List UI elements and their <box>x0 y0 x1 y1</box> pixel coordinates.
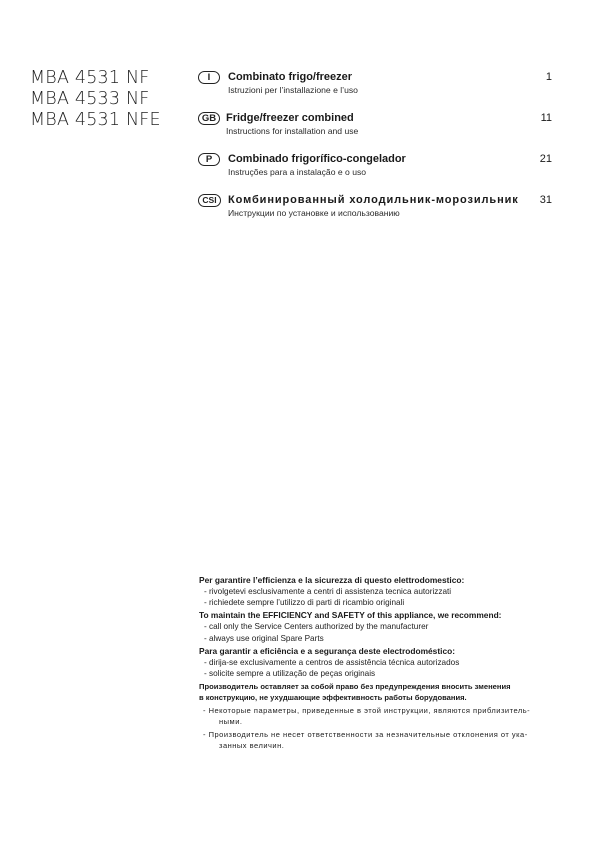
toc-entry-title: Combinado frigorífico-congelador <box>228 153 406 165</box>
notice-item: - always use original Spare Parts <box>204 633 324 643</box>
language-badge: P <box>198 153 220 166</box>
toc-page-number: 31 <box>539 194 552 206</box>
notice-item: - richiedete sempre l’utilizzo di parti di ricambio originali <box>204 598 405 608</box>
notice-heading-portuguese: Para garantir a eficiência e a segurança deste electrodoméstico: <box>199 645 456 656</box>
notice-item: - dirija-se exclusivamente a centros de assistência técnica autorizados <box>204 657 460 667</box>
notice-item <box>199 705 562 727</box>
toc-entry-title: Combinato frigo/freezer <box>228 71 353 83</box>
toc-entry-title: Комбинированный холодильник-морозильник <box>228 194 519 206</box>
notice-heading-russian <box>199 681 562 703</box>
toc-entry-subtitle: Инструкции по установке и использованию <box>228 208 400 218</box>
notice-heading-line: Производитель оставляет за собой право без предупреждения вносить зменения <box>199 682 511 692</box>
notice-heading-line: в конструкцию, не ухудшающие эффективность работы борудования. <box>199 693 467 703</box>
notice-item-line: занных величин. <box>219 741 285 751</box>
language-badge: I <box>198 71 220 84</box>
toc-entry-subtitle: Istruzioni per l’installazione e l’uso <box>228 85 358 95</box>
notice-heading-italian: Per garantire l’efficienza e la sicurezza di questo elettrodomestico: <box>199 575 465 585</box>
notice-item-line: - Производитель не несет ответственности за незначительные отклонения от ука- <box>203 730 528 740</box>
notice-item-line: - Некоторые параметры, приведенные в этой инструкции, являются приблизитель- <box>203 706 531 716</box>
toc-page-number: 1 <box>545 71 552 83</box>
notice-item-line: ными. <box>219 717 243 727</box>
service-notice <box>199 575 562 751</box>
model-name: MBA 4531 NFE <box>30 110 161 130</box>
toc-entry-portuguese[interactable] <box>198 152 558 193</box>
model-list <box>30 68 180 131</box>
toc-page-number: 11 <box>540 112 552 124</box>
notice-item: - solicite sempre a utilização de peças originais <box>204 669 376 679</box>
notice-item: - call only the Service Centers authorized by the manufacturer <box>204 622 429 632</box>
toc-entry-english[interactable] <box>198 111 558 152</box>
toc-entry-russian[interactable] <box>198 193 558 234</box>
language-badge: GB <box>198 112 220 125</box>
model-name: MBA 4531 NF <box>30 68 150 88</box>
notice-item: - rivolgetevi esclusivamente a centri di assistenza tecnica autorizzati <box>204 587 452 596</box>
notice-heading-english: To maintain the EFFICIENCY and SAFETY of this appliance, we recommend: <box>199 610 502 621</box>
model-name: MBA 4533 NF <box>30 89 150 109</box>
toc-entry-subtitle: Instructions for installation and use <box>226 126 359 136</box>
toc-entry-subtitle: Instruções para a instalação e o uso <box>228 167 367 177</box>
toc-entry-title: Fridge/freezer combined <box>226 112 354 124</box>
toc-page-number: 21 <box>539 153 552 165</box>
notice-item <box>199 729 562 751</box>
toc-entry-italian[interactable] <box>198 70 558 111</box>
language-badge: CSI <box>198 194 221 207</box>
table-of-contents <box>198 70 558 234</box>
